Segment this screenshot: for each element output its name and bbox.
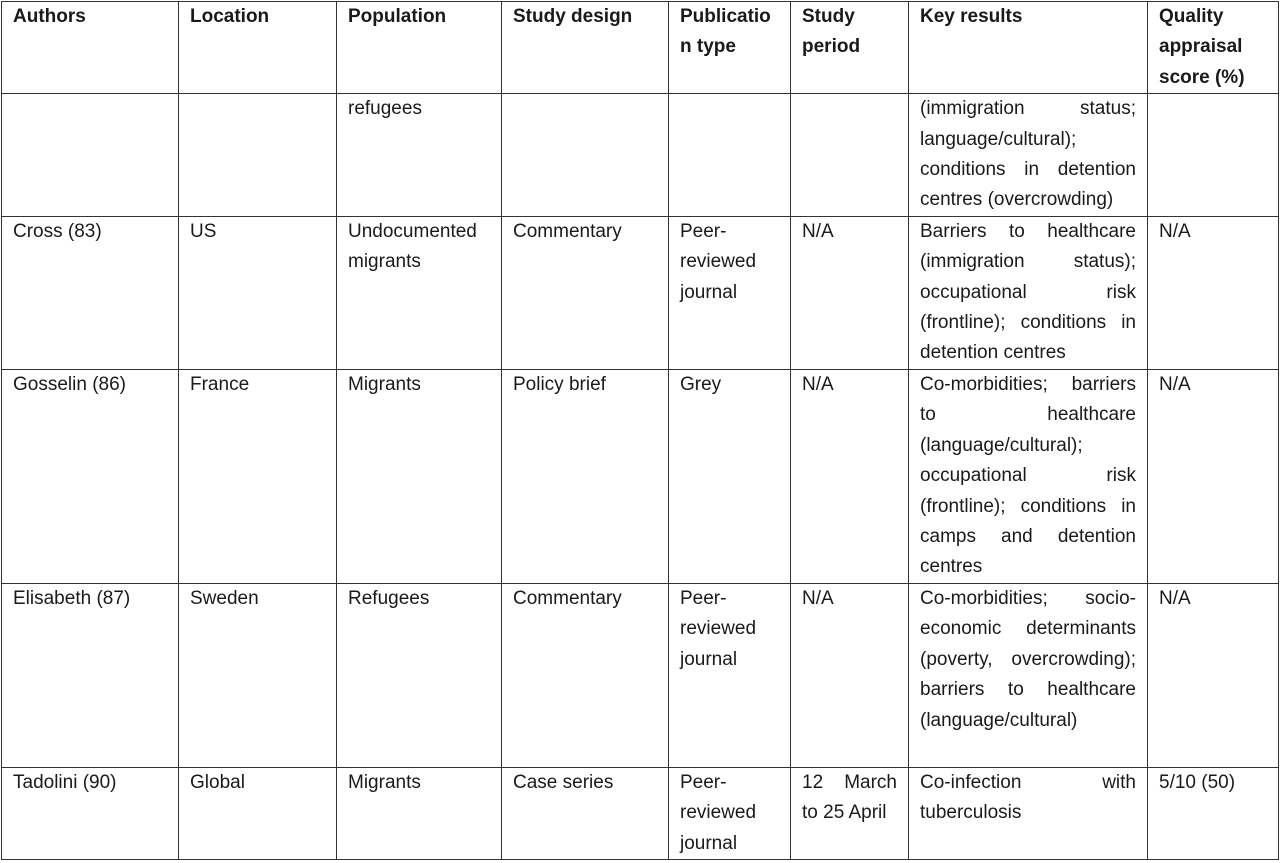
header-authors: Authors bbox=[2, 2, 179, 94]
cell-publication-type: Peer-reviewed journal bbox=[669, 216, 791, 369]
table-row bbox=[2, 216, 1279, 369]
cell-key-results: Barriers to healthcare (immigration status); occupational risk (frontline); conditions in detention centres bbox=[909, 216, 1148, 369]
cell-publication-type: Peer-reviewed journal bbox=[669, 583, 791, 767]
cell-location: US bbox=[179, 216, 337, 369]
header-location: Location bbox=[179, 2, 337, 94]
cell-population: Undocumented migrants bbox=[337, 216, 502, 369]
cell-study-period: N/A bbox=[791, 583, 909, 767]
cell-location: Global bbox=[179, 767, 337, 859]
header-study-period: Study period bbox=[791, 2, 909, 94]
table-row bbox=[2, 369, 1279, 583]
table-row bbox=[2, 583, 1279, 767]
header-publication-type: Publication type bbox=[669, 2, 791, 94]
cell-authors: Cross (83) bbox=[2, 216, 179, 369]
cell-publication-type: Grey bbox=[669, 369, 791, 583]
cell-population: Refugees bbox=[337, 583, 502, 767]
header-row bbox=[2, 2, 1279, 94]
cell-study-period: N/A bbox=[791, 369, 909, 583]
cell-authors bbox=[2, 94, 179, 217]
cell-key-results: Co-morbidities; socio-economic determinants (poverty, overcrowding); barriers to healthcare (language/cultural) bbox=[909, 583, 1148, 767]
header-key-results: Key results bbox=[909, 2, 1148, 94]
cell-location bbox=[179, 94, 337, 217]
cell-location: Sweden bbox=[179, 583, 337, 767]
cell-study-period bbox=[791, 94, 909, 217]
header-quality-score: Quality appraisal score (%) bbox=[1148, 2, 1279, 94]
table-row bbox=[2, 767, 1279, 859]
cell-quality-score bbox=[1148, 94, 1279, 217]
cell-authors: Gosselin (86) bbox=[2, 369, 179, 583]
cell-quality-score: N/A bbox=[1148, 216, 1279, 369]
cell-population: refugees bbox=[337, 94, 502, 217]
cell-authors: Elisabeth (87) bbox=[2, 583, 179, 767]
header-study-design: Study design bbox=[502, 2, 669, 94]
cell-study-period: 12 March to 25 April bbox=[791, 767, 909, 859]
cell-key-results: Co-infection with tuberculosis bbox=[909, 767, 1148, 859]
cell-study-design: Commentary bbox=[502, 583, 669, 767]
cell-study-design: Case series bbox=[502, 767, 669, 859]
literature-review-table bbox=[1, 1, 1279, 860]
cell-study-design: Policy brief bbox=[502, 369, 669, 583]
cell-quality-score: 5/10 (50) bbox=[1148, 767, 1279, 859]
cell-publication-type: Peer-reviewed journal bbox=[669, 767, 791, 859]
cell-publication-type bbox=[669, 94, 791, 217]
cell-study-design bbox=[502, 94, 669, 217]
cell-authors: Tadolini (90) bbox=[2, 767, 179, 859]
cell-key-results: Co-morbidities; barriers to healthcare (language/cultural); occupational risk (frontline); conditions in camps and detention centres bbox=[909, 369, 1148, 583]
cell-key-results: (immigration status; language/cultural); conditions in detention centres (overcrowding) bbox=[909, 94, 1148, 217]
cell-quality-score: N/A bbox=[1148, 369, 1279, 583]
table-row bbox=[2, 94, 1279, 217]
header-population: Population bbox=[337, 2, 502, 94]
cell-study-design: Commentary bbox=[502, 216, 669, 369]
cell-study-period: N/A bbox=[791, 216, 909, 369]
cell-quality-score: N/A bbox=[1148, 583, 1279, 767]
cell-population: Migrants bbox=[337, 369, 502, 583]
cell-population: Migrants bbox=[337, 767, 502, 859]
cell-location: France bbox=[179, 369, 337, 583]
